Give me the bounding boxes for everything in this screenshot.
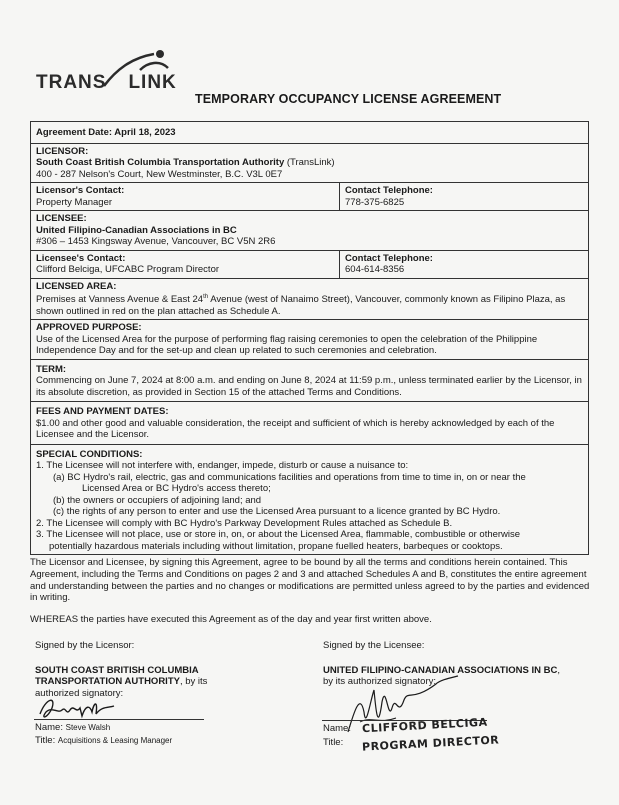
licensor-address: 400 - 287 Nelson's Court, New Westminster, B.C. V3L 0E7 [36, 168, 283, 180]
closing-paragraph: The Licensor and Licensee, by signing this Agreement, agree to be bound by all the terms and conditions herein contained. This Agreement, including the Terms and Conditions on pages 2 and 3 and attached Schedules A and B, constitutes the entire agreement and understanding between the parties and no changes or modifications are permitted unless agreed to by the parties and evidenced in writing. [30, 557, 590, 604]
special-conditions-section [31, 445, 588, 555]
licensee-authorized-label: by its authorized signatory: [323, 676, 437, 687]
licensee-org-line: UNITED FILIPINO-CANADIAN ASSOCIATIONS IN BC, [323, 664, 560, 676]
agreement-date: Agreement Date: April 18, 2023 [31, 122, 588, 144]
licensee-heading: LICENSEE: [36, 213, 87, 224]
licensee-section [31, 211, 588, 251]
licensee-name: United Filipino-Canadian Associations in BC [36, 224, 237, 236]
licensee-sign-label: Signed by the Licensee: [323, 640, 425, 651]
approved-purpose-section [31, 320, 588, 360]
licensor-org-line1: SOUTH COAST BRITISH COLUMBIA [35, 664, 199, 676]
special-item-3-cont: potentially hazardous materials including without limitation, propane fuelled heaters, barbeques or cooktops. [49, 540, 503, 552]
fees-heading: FEES AND PAYMENT DATES: [36, 406, 169, 418]
licensee-tel-heading: Contact Telephone: [345, 252, 433, 264]
agreement-table [30, 121, 589, 555]
term-section [31, 360, 588, 403]
licensee-contact-value: Clifford Belciga, UFCABC Program Director [36, 264, 220, 275]
special-item-2: 2. The Licensee will comply with BC Hydro's Parkway Development Rules attached as Schedule B. [36, 517, 453, 529]
licensor-name-line: Name: Steve Walsh [35, 722, 111, 733]
licensed-area-heading: LICENSED AREA: [36, 280, 117, 292]
special-item-1a-cont: Licensed Area or BC Hydro's access thereto; [82, 483, 271, 495]
licensor-heading: LICENSOR: [36, 145, 89, 157]
licensor-name: South Coast British Columbia Transportation Authority (TransLink) [36, 157, 335, 168]
licensor-authorized-label: authorized signatory: [35, 687, 124, 699]
term-heading: TERM: [36, 363, 67, 375]
special-item-1: 1. The Licensee will not interfere with, endanger, impede, disturb or cause a nuisance to: [36, 460, 409, 472]
licensee-contact-row [31, 251, 588, 279]
licensor-tel-heading: Contact Telephone: [345, 185, 433, 196]
licensor-sign-label: Signed by the Licensor: [35, 640, 135, 651]
licensor-contact-value: Property Manager [36, 196, 113, 208]
approved-purpose-heading: APPROVED PURPOSE: [36, 322, 142, 334]
licensee-title-label: Title: [323, 737, 344, 748]
licensor-contact-heading: Licensor's Contact: [36, 185, 125, 196]
fees-section [31, 402, 588, 445]
licensor-section [31, 144, 588, 184]
licensee-name-label: Name: [323, 723, 351, 734]
licensed-area-text: Premises at Vanness Avenue & East 24th Avenue (west of Nanaimo Street), Vancouver, commonly known as Filipino Plaza, as shown outlined in red on the plan attached as Schedule A. [36, 294, 566, 317]
licensor-org-line2: TRANSPORTATION AUTHORITY, by its [35, 676, 208, 687]
logo-wordmark: TRANS LINK [36, 72, 177, 93]
licensee-contact-heading: Licensee's Contact: [36, 252, 126, 264]
licensor-tel-value: 778-375-6825 [345, 196, 405, 208]
special-item-3: 3. The Licensee will not place, use or store in, on, or about the Licensed Area, flammable, combustible or otherwise [36, 529, 521, 541]
licensee-handwritten-name: CLIFFORD BELCIGA [361, 715, 488, 736]
licensor-signature-block [35, 640, 305, 699]
special-item-1a: (a) BC Hydro's rail, electric, gas and communications facilities and operations from time to time in, on or near the [53, 471, 526, 483]
term-text: Commencing on June 7, 2024 at 8:00 a.m. and ending on June 8, 2024 at 11:59 p.m., unless terminated earlier by the Licensor, in its absolute discretion, as provided in Section 15 of the attached Terms and Conditions. [36, 375, 582, 398]
approved-purpose-text: Use of the Licensed Area for the purpose of performing flag raising ceremonies to open the celebration of the Philippine Independence Day and for the set-up and clean up related to such ceremonies and celebration. [36, 333, 538, 357]
fees-text: $1.00 and other good and valuable consideration, the receipt and sufficient of which is hereby acknowledged by each of the Licensee and the Licensor. [36, 417, 555, 441]
document-title: TEMPORARY OCCUPANCY LICENSE AGREEMENT [195, 92, 502, 106]
licensee-handwritten-title: PROGRAM DIRECTOR [361, 733, 500, 754]
licensed-area-section [31, 279, 588, 321]
licensor-signature-line [34, 719, 204, 720]
licensor-contact-row [31, 183, 588, 211]
special-heading: SPECIAL CONDITIONS: [36, 448, 143, 460]
licensee-tel-value: 604-614-8356 [345, 264, 405, 275]
licensor-title-line: Title: Acquisitions & Leasing Manager [35, 735, 173, 746]
translink-logo [36, 48, 186, 98]
licensee-address: #306 – 1453 Kingsway Avenue, Vancouver, BC V5N 2R6 [36, 236, 276, 247]
special-item-1b: (b) the owners or occupiers of adjoining land; and [53, 494, 262, 506]
special-item-1c: (c) the rights of any person to enter and use the Licensed Area pursuant to a licence granted by BC Hydro. [53, 506, 501, 518]
whereas-paragraph: WHEREAS the parties have executed this Agreement as of the day and year first written above. [30, 614, 432, 625]
